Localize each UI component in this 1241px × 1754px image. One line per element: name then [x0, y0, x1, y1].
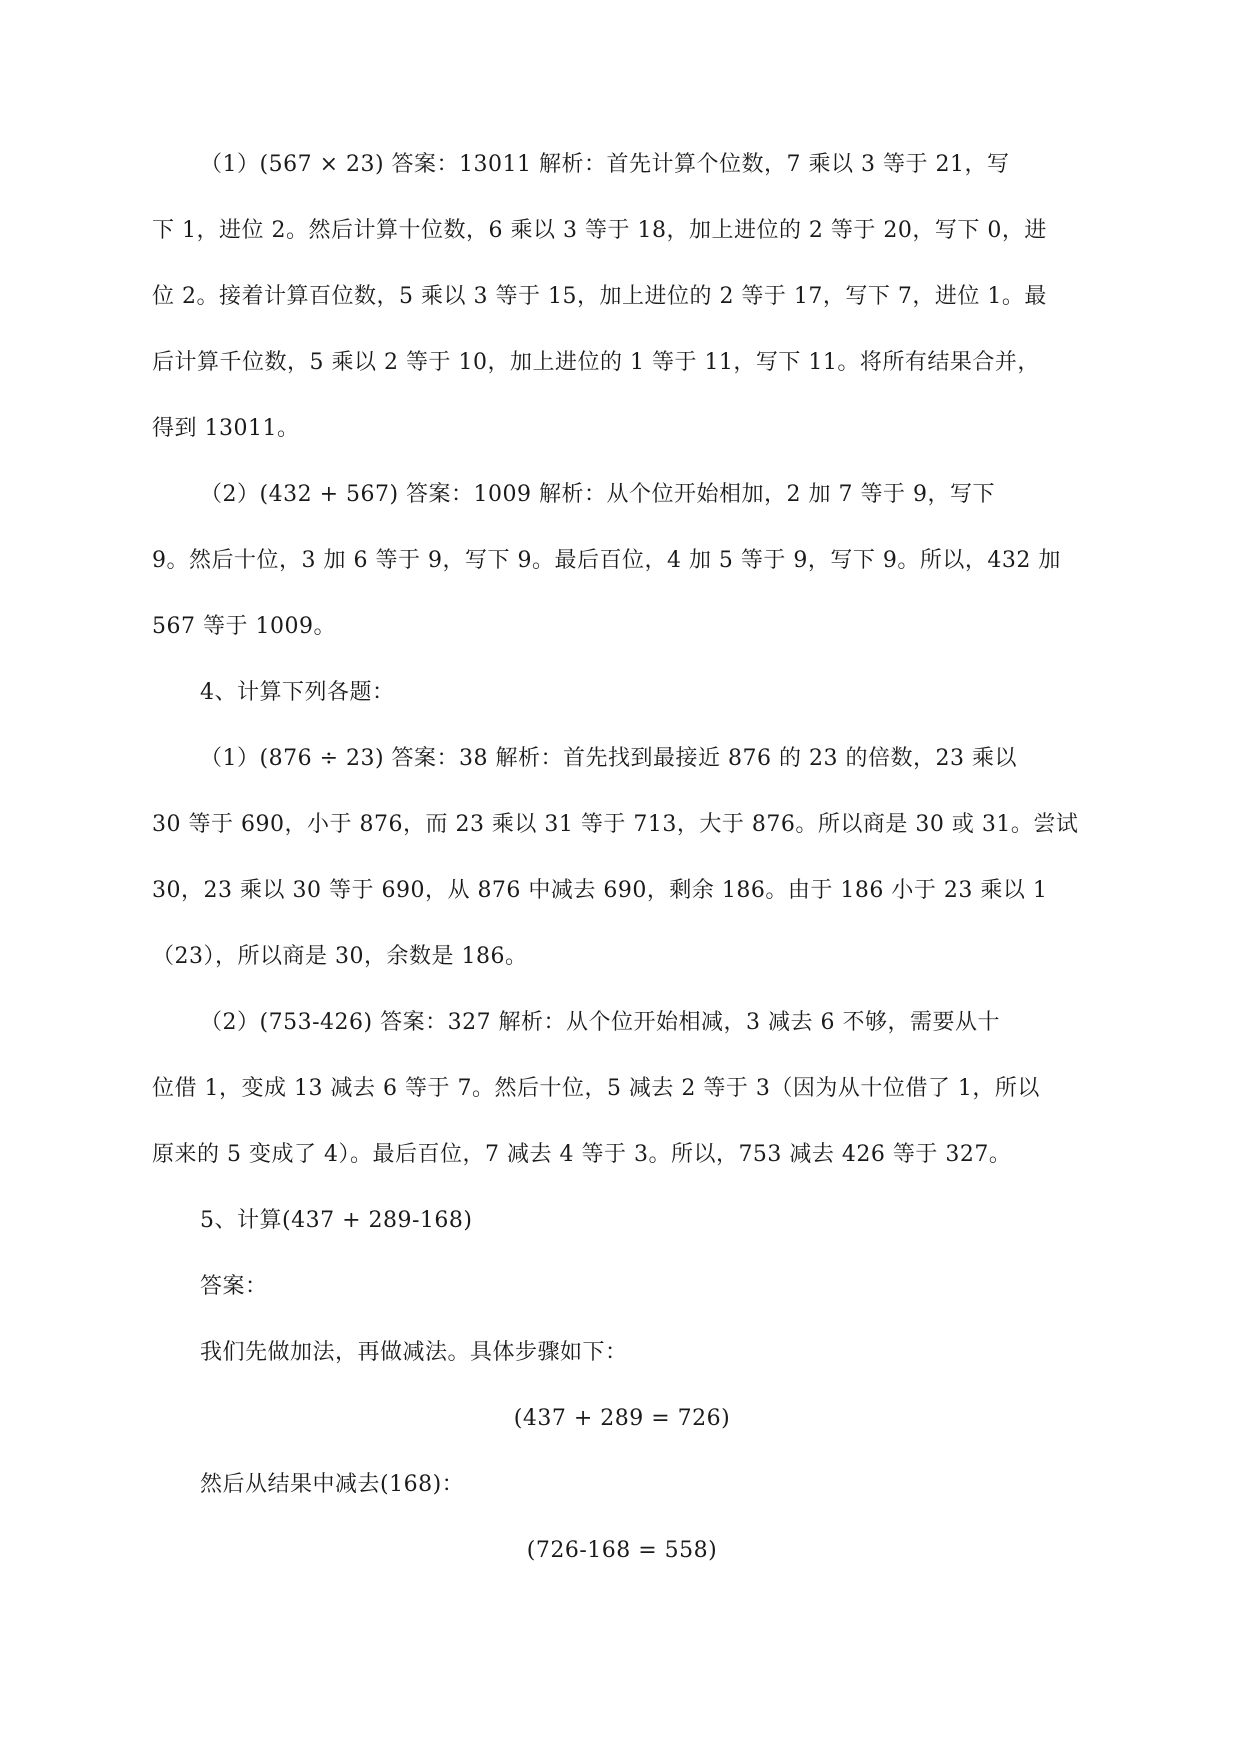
problem-1-line-4: 后计算千位数，5 乘以 2 等于 10，加上进位的 1 等于 11，写下 11。将所有结果合并，	[152, 350, 1040, 375]
problem-4-1-line-4: （23），所以商是 30，余数是 186。	[152, 944, 528, 969]
problem-1-line-3: 位 2。接着计算百位数，5 乘以 3 等于 15，加上进位的 2 等于 17，写下 7，进位 1。最	[152, 284, 1047, 309]
problem-2-line-1: （2）(432 + 567) 答案：1009 解析：从个位开始相加，2 加 7 等于 9，写下	[200, 482, 996, 507]
problem-4-1-line-2: 30 等于 690，小于 876，而 23 乘以 31 等于 713，大于 876。所以商是 30 或 31。尝试	[152, 812, 1079, 837]
problem-1-line-1: （1）(567 × 23) 答案：13011 解析：首先计算个位数，7 乘以 3 等于 21，写	[200, 152, 1010, 177]
section-4-heading: 4、计算下列各题：	[200, 680, 395, 705]
problem-4-2-line-2: 位借 1，变成 13 减去 6 等于 7。然后十位，5 减去 2 等于 3（因为从十位借了 1，所以	[152, 1076, 1040, 1101]
problem-4-1-line-3: 30，23 乘以 30 等于 690，从 876 中减去 690，剩余 186。由于 186 小于 23 乘以 1	[152, 878, 1048, 903]
subtract-intro: 然后从结果中减去(168)：	[200, 1472, 465, 1497]
steps-intro: 我们先做加法，再做减法。具体步骤如下：	[200, 1340, 628, 1365]
problem-4-1-line-1: （1）(876 ÷ 23) 答案：38 解析：首先找到最接近 876 的 23 的倍数，23 乘以	[200, 746, 1017, 771]
answer-label: 答案：	[200, 1274, 268, 1299]
problem-1-line-5: 得到 13011。	[152, 416, 300, 441]
equation-addition: (437 + 289 = 726)	[513, 1406, 731, 1431]
equation-subtraction: (726-168 = 558)	[526, 1538, 718, 1563]
problem-2-line-2: 9。然后十位，3 加 6 等于 9，写下 9。最后百位，4 加 5 等于 9，写下 9。所以，432 加	[152, 548, 1061, 573]
problem-4-2-line-3: 原来的 5 变成了 4）。最后百位，7 减去 4 等于 3。所以，753 减去 426 等于 327。	[152, 1142, 1012, 1167]
problem-4-2-line-1: （2）(753-426) 答案：327 解析：从个位开始相减，3 减去 6 不够，需要从十	[200, 1010, 1001, 1035]
section-5-heading: 5、计算(437 + 289-168)	[200, 1208, 473, 1233]
problem-1-line-2: 下 1，进位 2。然后计算十位数，6 乘以 3 等于 18，加上进位的 2 等于 20，写下 0，进	[152, 218, 1047, 243]
problem-2-line-3: 567 等于 1009。	[152, 614, 336, 639]
